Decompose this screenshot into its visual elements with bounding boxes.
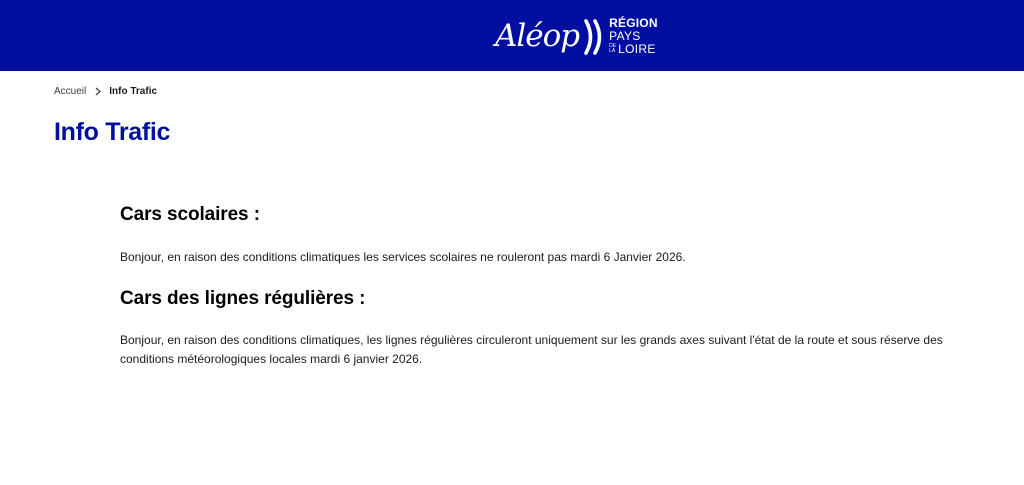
section-title-cars-scolaires: Cars scolaires : [120,204,260,225]
chevron-right-icon [95,87,101,96]
aleop-logo-link[interactable] [495,13,658,59]
logo-wordmark: Aléop [495,17,580,54]
region-loire-label: LOIRE [618,42,656,56]
region-la-text: LA [609,48,616,54]
section-title-lignes-regulieres: Cars des lignes régulières : [120,288,366,309]
logo-arcs-icon [583,18,605,56]
region-de-la-label [609,44,618,54]
site-header [0,0,1024,71]
breadcrumb [54,86,157,97]
breadcrumb-current: Info Trafic [109,86,158,97]
breadcrumb-home-link[interactable]: Accueil [54,86,87,97]
section-text-cars-scolaires: Bonjour, en raison des conditions climatiques les services scolaires ne rouleront pas mardi 6 Janvier 2026. [120,250,686,264]
section-text-lignes-regulieres: Bonjour, en raison des conditions climatiques, les lignes régulières circuleront uniquement sur les grands axes suivant l'état de la route et sous réserve des conditions météorologiques locales mardi 6 janvier 2026. [120,333,943,366]
region-label: RÉGION [609,16,658,30]
region-logo [609,17,658,55]
region-loire-row [609,43,658,55]
region-pays-label: PAYS [609,29,641,43]
region-de-text: DE [609,43,617,49]
page-title: Info Trafic [54,118,171,146]
